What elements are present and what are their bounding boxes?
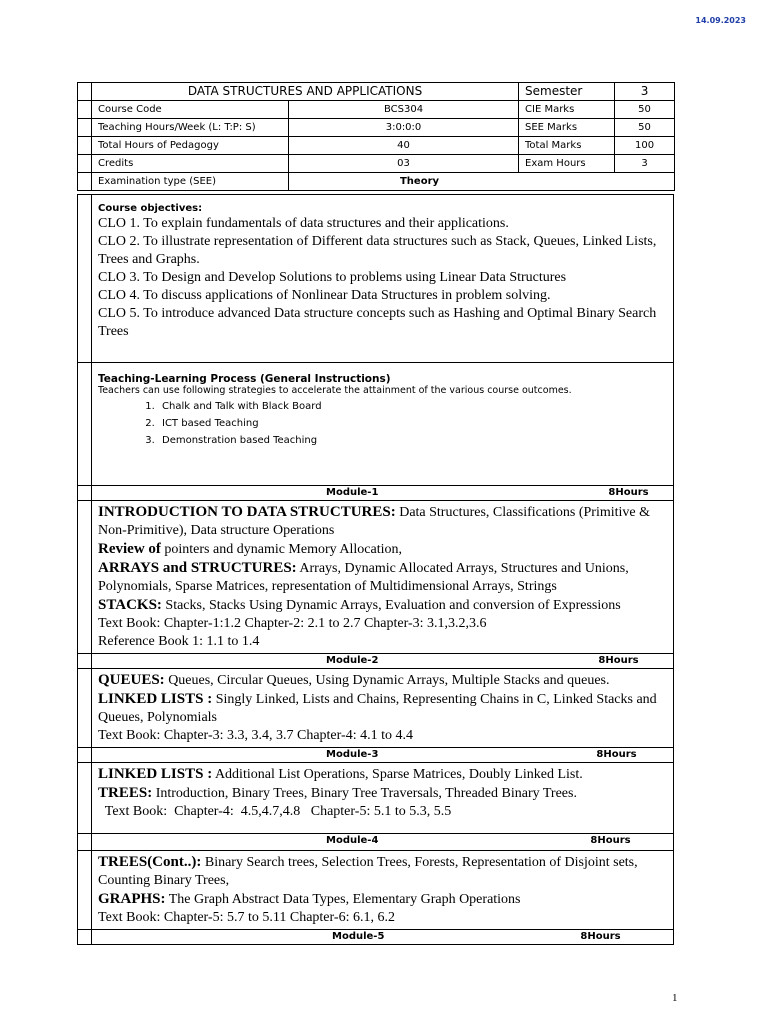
objective-item: CLO 1. To explain fundamentals of data structures and their applications. [98, 216, 509, 231]
module-hours: 8Hours [596, 749, 637, 760]
page-number: 1 [672, 992, 678, 1004]
teaching-section [78, 363, 674, 486]
course-info-table [77, 82, 675, 191]
module-label: Module-2 [326, 655, 379, 666]
module-label: Module-5 [332, 931, 385, 942]
teaching-intro: Teachers can use following strategies to accelerate the attainment of the various course outcomes. [98, 385, 572, 396]
module-1-content: INTRODUCTION TO DATA STRUCTURES: Data Structures, Classifications (Primitive & Non-Primitive), Data structure Operations Review of pointers and dynamic Memory Allocation, ARRAYS and STRUCTURES: Arrays, Dynamic Allocated Arrays, Structures and Unions, Polynomials, Sparse Matrices, representation of Multidimensional Arrays, Strings STACKS: Stacks, Stacks Using Dynamic Arrays, Evaluation and conversion of Expressions Text Book: Chapter-1:1.2 Chapter-2: 2.1 to 2.7 Chapter-3: 3.1,3.2,3.6 Reference Book 1: 1.1 to 1.4 [78, 501, 674, 654]
course-title: DATA STRUCTURES AND APPLICATIONS [92, 83, 519, 101]
syllabus-body-table [77, 194, 674, 945]
objectives-section [78, 195, 674, 363]
module-label: Module-3 [326, 749, 379, 760]
semester-value: 3 [615, 83, 675, 101]
teaching-item: 3. Demonstration based Teaching [158, 432, 667, 449]
module-2-header [78, 654, 674, 669]
module-hours: 8Hours [580, 931, 621, 942]
exam-type-row: Examination type (SEE) Theory [78, 173, 675, 191]
info-row: Course Code BCS304 CIE Marks 50 [78, 101, 675, 119]
teaching-item: 1. Chalk and Talk with Black Board [158, 398, 667, 415]
module-1-header [78, 486, 674, 501]
module-3-content: LINKED LISTS : Additional List Operations, Sparse Matrices, Doubly Linked List. TREES: Introduction, Binary Trees, Binary Tree Traversals, Threaded Binary Trees. Text Book: Chapter-4: 4.5,4.7,4.8 Chapter-5: 5.1 to 5.3, 5.5 [78, 763, 674, 834]
objective-item: CLO 4. To discuss applications of Nonlinear Data Structures in problem solving. [98, 288, 551, 303]
semester-label: Semester [519, 83, 615, 101]
module-hours: 8Hours [598, 655, 639, 666]
module-label: Module-1 [326, 487, 379, 498]
objective-item: CLO 2. To illustrate representation of Different data structures such as Stack, Queues, Linked Lists, Trees and Graphs. [98, 234, 657, 267]
module-hours: 8Hours [590, 835, 631, 846]
module-5-header [78, 930, 674, 945]
objective-item: CLO 5. To introduce advanced Data structure concepts such as Hashing and Optimal Binary Search Trees [98, 306, 657, 339]
teaching-list [98, 398, 667, 449]
info-row: Total Hours of Pedagogy 40 Total Marks 100 [78, 137, 675, 155]
info-row: Teaching Hours/Week (L: T:P: S) 3:0:0:0 SEE Marks 50 [78, 119, 675, 137]
teaching-heading: Teaching-Learning Process (General Instructions) [98, 373, 391, 385]
module-4-header [78, 834, 674, 851]
module-hours: 8Hours [608, 487, 649, 498]
teaching-item: 2. ICT based Teaching [158, 415, 667, 432]
exam-type-value: Theory [289, 173, 675, 191]
module-3-header [78, 748, 674, 763]
document-date: 14.09.2023 [695, 16, 746, 25]
info-row: Credits 03 Exam Hours 3 [78, 155, 675, 173]
module-label: Module-4 [326, 835, 379, 846]
objectives-heading: Course objectives: [98, 203, 203, 214]
module-4-content: TREES(Cont..): Binary Search trees, Selection Trees, Forests, Representation of Disjoint sets, Counting Binary Trees, GRAPHS: The Graph Abstract Data Types, Elementary Graph Operations Text Book: Chapter-5: 5.7 to 5.11 Chapter-6: 6.1, 6.2 [78, 851, 674, 930]
objective-item: CLO 3. To Design and Develop Solutions to problems using Linear Data Structures [98, 270, 567, 285]
module-2-content: QUEUES: Queues, Circular Queues, Using Dynamic Arrays, Multiple Stacks and queues. LINKED LISTS : Singly Linked, Lists and Chains, Representing Chains in C, Linked Stacks and Queues, Polynomials Text Book: Chapter-3: 3.3, 3.4, 3.7 Chapter-4: 4.1 to 4.4 [78, 669, 674, 748]
